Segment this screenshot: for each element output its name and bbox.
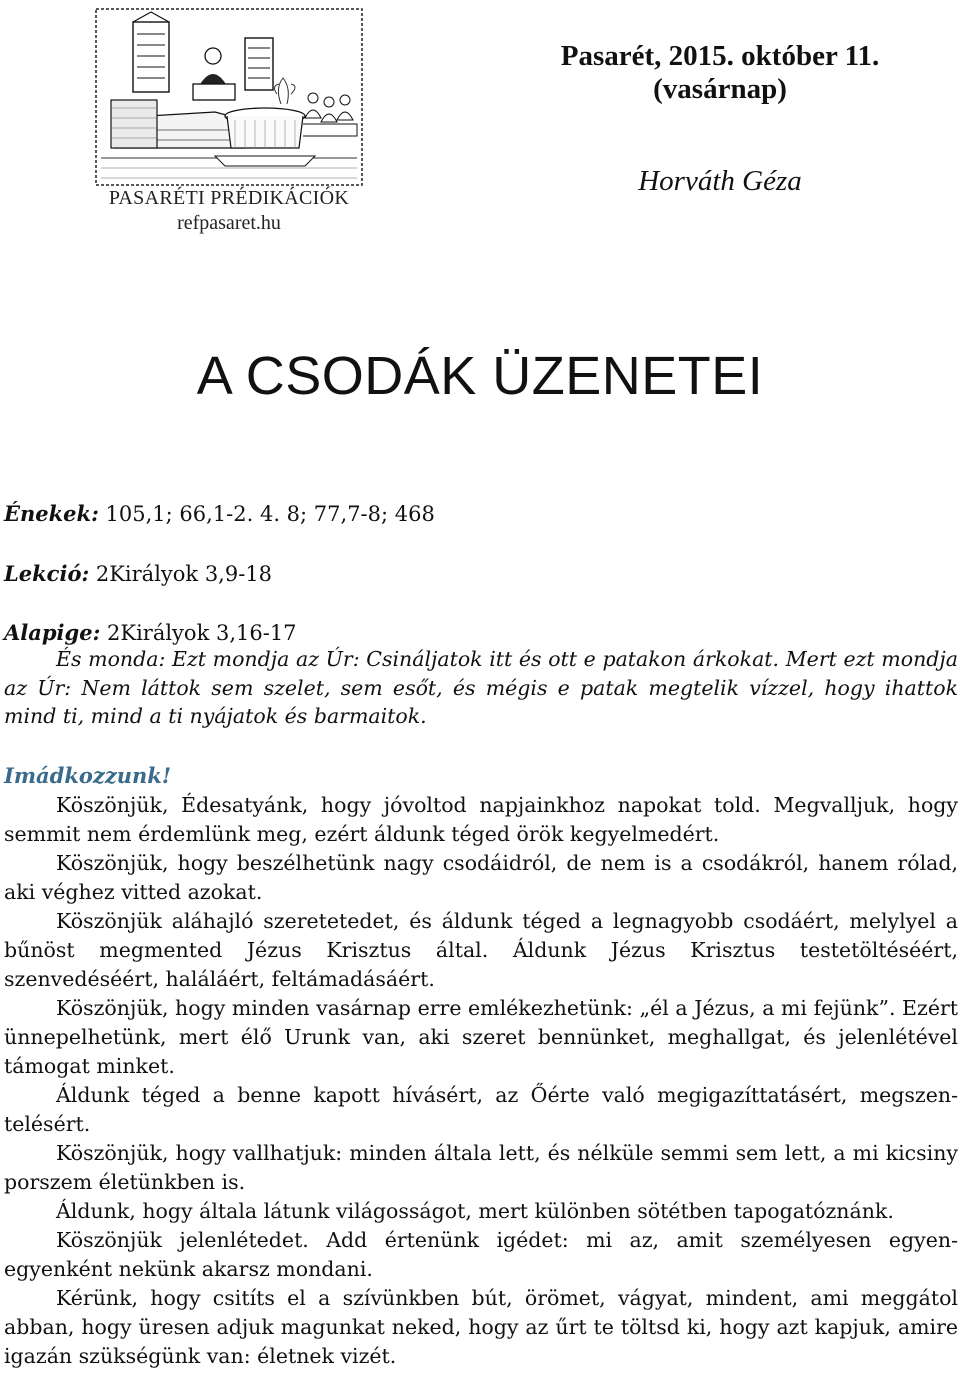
prayer-paragraph: Köszönjük aláhajló szeretetedet, és áldunk téged a legnagyobb csodáért, melylyel a bűnöst megmented Jézus Krisztus által. Áldunk Jézus Krisztus testetöltéséért, szenvedéséért, haláláért, feltámadásáért. [4,909,958,991]
sanctuary-drawing-icon [95,8,363,186]
songs-value: 105,1; 66,1-2. 4. 8; 77,7-8; 468 [98,502,435,526]
sermon-weekday: (vasárnap) [653,73,787,105]
bible-verse: És monda: Ezt mondja az Úr: Csináljatok itt és ott e patakon árkokat. Mert ezt mondja az Úr: Nem láttok sem szelet, sem esőt, és mégis e patak megtelik vízzel, hogy ihattok mind ti, mind a ti nyájatok és barmaitok. [4,647,958,728]
author-name: Horváth Géza [638,165,802,197]
prayer-paragraph: Áldunk téged a benne kapott hívásért, az Őérte való megigazíttatásért, megszentelésért. [4,1083,958,1136]
prayer-paragraph: Köszönjük, hogy minden vasárnap erre emlékezhetünk: „él a Jézus, a mi fejünk”. Ezért ünnepelhetünk, mert élő Urunk van, aki szeret bennünket, meghallgat, és jelenlétével támogat minket. [4,996,958,1078]
prayer-paragraph: Köszönjük jelenlétedet. Add értenünk igédet: mi az, amit személyesen egyenegyenként nekünk akarsz mondani. [4,1228,958,1281]
prayer-paragraph: Kérünk, hogy csitíts el a szívünkben bút, örömet, vágyat, mindent, ami meggátol abban, hogy üresen adjuk magunkat neked, hogy az űrt te töltsd ki, hogy azt kapjuk, amire igazán szükségünk van: életnek vizét. [4,1286,958,1368]
songs-line [4,500,435,528]
sermon-date: Pasarét, 2015. október 11. [560,40,880,72]
lection-label: Lekció: [4,561,90,586]
website-label: refpasaret.hu [177,212,281,234]
main-text-label: Alapige: [4,620,101,645]
lection-value: 2Királyok 3,9-18 [89,562,273,586]
prayer-paragraph: Köszönjük, hogy beszélhetünk nagy csodáidról, de nem is a csodákról, hanem rólad, aki véghez vitted azokat. [4,851,958,904]
prayer-paragraph: Köszönjük, hogy vallhatjuk: minden általa lett, és nélküle semmi sem lett, a mi kicsiny porszem életünkben is. [4,1141,958,1194]
logo-caption: PASARÉTI PRÉDIKÁCIÓK [108,187,350,209]
main-text-line [4,619,297,647]
page-title: A CSODÁK ÜZENETEI [196,346,764,406]
prayer-paragraph: Köszönjük, Édesatyánk, hogy jóvoltod napjainkhoz napokat told. Megvalljuk, hogy semmit nem érdemlünk meg, ezért áldunk téged örök kegyelmedért. [4,793,958,846]
main-text-value: 2Királyok 3,16-17 [100,621,297,645]
church-illustration [95,8,363,186]
prayer-paragraph: Áldunk, hogy általa látunk világosságot, mert különben sötétben tapogatóznánk. [56,1199,894,1223]
lection-line [4,560,272,588]
prayer-heading: Imádkozzunk! [4,763,172,788]
prayer-body [4,791,958,1371]
songs-label: Énekek: [4,501,99,526]
